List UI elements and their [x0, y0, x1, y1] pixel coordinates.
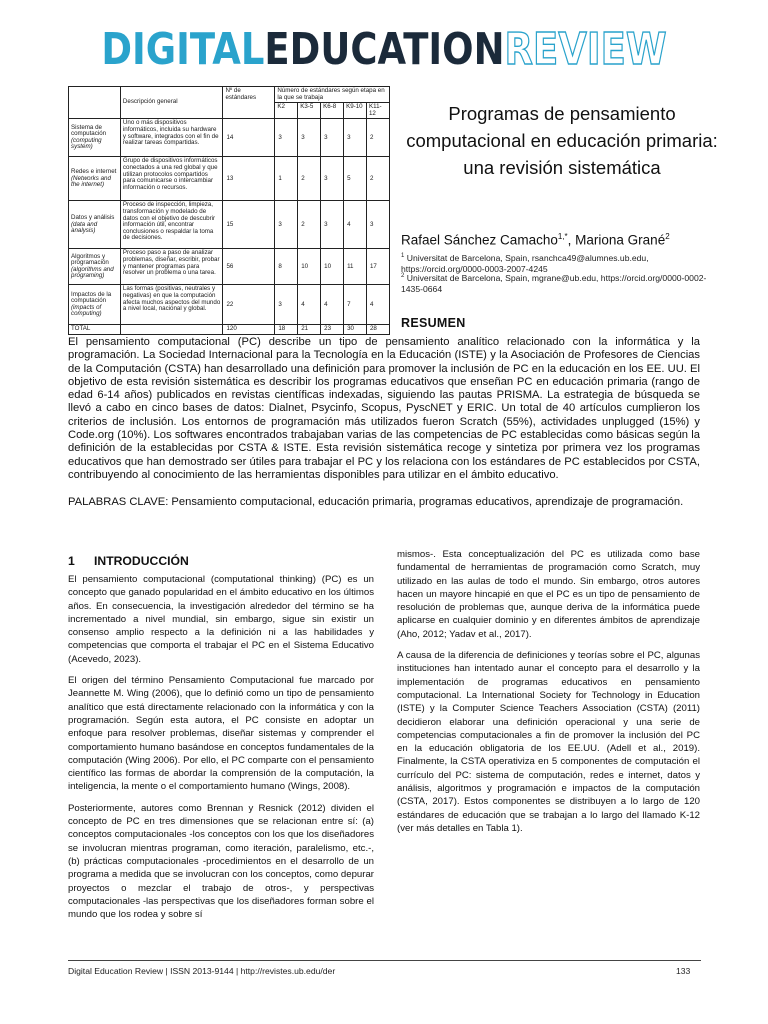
body-column-left [68, 573, 374, 929]
keywords: PALABRAS CLAVE: Pensamiento computacional, educación primaria, programas educativos, aprendizaje de programación. [68, 496, 684, 508]
header-k2: K2 [275, 103, 298, 119]
row-k2: 3 [275, 285, 298, 325]
row-num-standards: 13 [223, 157, 275, 201]
row-area [69, 201, 121, 249]
table-header-row [69, 87, 390, 103]
area-name: Datos y análisis [71, 213, 115, 221]
header-grades-group: Número de estándares según etapa en la que se trabaja [275, 87, 390, 103]
row-k9-10: 5 [344, 157, 367, 201]
abstract-heading: RESUMEN [401, 316, 466, 330]
author-2-affil-mark: 2 [665, 232, 670, 241]
row-k3-5: 4 [298, 285, 321, 325]
row-description: Las formas (positivas, neutrales y negativas) en que la computación afecta muchos aspectos del mundo a nivel local, nacional y global. [120, 285, 223, 325]
header-k6-8: K6-8 [321, 103, 344, 119]
row-k11-12: 3 [366, 201, 389, 249]
masthead-digital: DIGITAL [101, 24, 265, 75]
total-k2: 18 [275, 325, 298, 335]
author-separator: , [567, 232, 576, 248]
row-k6-8: 10 [321, 249, 344, 285]
section-title: INTRODUCCIÓN [94, 554, 189, 568]
area-name: Algoritmos y programación [71, 252, 109, 267]
abstract-text: El pensamiento computacional (PC) describe un tipo de pensamiento analítico relacionado con la informática y la programación. La Sociedad Internacional para la Tecnología en la Educación (ISTE) y la Asociación de Profesores de Ciencias de la Computación (CSTA) han desarrollado una definición para promover la inclusión de PC en la educación en los EE. UU. El objetivo de esta revisión sistemática es describir los programas educativos que enseñan PC en educación primaria (rango de edad 6-14 años) publicados en revistas científicas indexadas, siguiendo las pautas PRISMA. La estrategia de búsqueda se llevó a cabo en cinco bases de datos: Dialnet, Psycinfo, Scopus, PyscNET y ERIC. Un total de 40 artículos cumplieron los criterios de inclusión. Los entornos de programación más utilizados fueron Scratch (55%), actividades unplugged (15%) y Code.org (10%). Los softwares encontrados trabajaban varias de las competencias de PC establecidas como básicas según la definición de la establecidas por CSTA & ISTE. Esta revisión sistemática recoge y sintetiza por primera vez los programas educativos que han demostrado ser útiles para trabajar el PC y los relaciona con los estándares de PC establecidos por CSTA, contribuyendo al conocimiento de las herramientas disponibles para utilizar en el ámbito educativo. [68, 336, 700, 481]
section-number: 1 [68, 554, 75, 568]
row-k3-5: 10 [298, 249, 321, 285]
area-name: Sistema de computación [71, 123, 107, 138]
author-2: Mariona Grané [575, 232, 666, 248]
area-name: Impactos de la computación [71, 290, 112, 305]
row-description: Uno o más dispositivos informáticos, incluida su hardware y software, integrados con el fin de realizar tareas compartidas. [120, 119, 223, 157]
area-english: (data and analysis) [71, 220, 98, 235]
total-label: TOTAL [69, 325, 121, 335]
total-num-standards: 120 [223, 325, 275, 335]
table-row [69, 157, 390, 201]
total-k6-8: 23 [321, 325, 344, 335]
area-name: Redes e internet [71, 167, 117, 175]
total-k9-10: 30 [344, 325, 367, 335]
total-k11-12: 28 [366, 325, 389, 335]
row-k6-8: 3 [321, 157, 344, 201]
author-1-affil-mark: 1,* [557, 232, 568, 241]
row-description: Grupo de dispositivos informáticos conectados a una red global y que utilizan protocolos compartidos para comunicarse o intercambiar información o recursos. [120, 157, 223, 201]
row-num-standards: 56 [223, 249, 275, 285]
affiliation-2-mark: 2 [401, 273, 405, 279]
row-k6-8: 3 [321, 119, 344, 157]
row-k2: 1 [275, 157, 298, 201]
row-k2: 3 [275, 119, 298, 157]
row-num-standards: 22 [223, 285, 275, 325]
table-row [69, 249, 390, 285]
row-area [69, 119, 121, 157]
author-line [401, 232, 731, 248]
author-1: Rafael Sánchez Camacho [401, 232, 558, 248]
header-k3-5: K3-5 [298, 103, 321, 119]
row-k6-8: 3 [321, 201, 344, 249]
row-k9-10: 3 [344, 119, 367, 157]
row-k11-12: 2 [366, 119, 389, 157]
row-k9-10: 7 [344, 285, 367, 325]
paper-title: Programas de pensamiento computacional en educación primaria: una revisión sistemática [406, 103, 718, 178]
paragraph: Posteriormente, autores como Brennan y Resnick (2012) dividen el concepto de PC en tres dimensiones que se relacionan entre sí: (a) conceptos computacionales -los conceptos con los que los diseñadores se involucran mientras programan, como iteración, paralelismo, etc.-, (b) prácticas computacionales -procedimientos en el desarrollo de un programa a medida que se involucran con los conceptos, como depurar proyectos o mezclar el trabajo de otros-, y perspectivas computacionales -las perspectivas que los diseñadores forman sobre el mundo que los rodea y sobre sí [68, 802, 374, 921]
table-total-row [69, 325, 390, 335]
row-description: Proceso de inspección, limpieza, transformación y modelado de datos con el objetivo de descubrir información útil, encontrar conclusiones o respaldar la toma de decisiones. [120, 201, 223, 249]
paragraph: El pensamiento computacional (computational thinking) (PC) es un concepto que ganado popularidad en el ámbito educativo en los últimos años. En consecuencia, la investigación alrededor del término se ha incrementado a nivel mundial, sin embargo, sigue sin existir un consenso amplio respecto a la definición ni a las habilidades y competencias que comporta el trabajar el PC en el Sistema Educativo (Acevedo, 2023). [68, 574, 374, 665]
masthead-review: REVIEW [504, 24, 667, 75]
row-k3-5: 2 [298, 157, 321, 201]
area-english: (impacts of computing) [71, 303, 102, 318]
affiliation-1-text: Universitat de Barcelona, Spain, rsanchca49@alumnes.ub.edu, https://orcid.org/0000-0003-2007-4245 [401, 252, 649, 275]
row-k2: 8 [275, 249, 298, 285]
row-num-standards: 15 [223, 201, 275, 249]
header-num-standards: Nº de estándares [223, 87, 275, 119]
masthead-education: EDUCATION [264, 24, 505, 75]
table-row [69, 119, 390, 157]
row-k3-5: 3 [298, 119, 321, 157]
body-column-right [397, 548, 700, 843]
row-k6-8: 4 [321, 285, 344, 325]
row-description: Proceso paso a paso de analizar problemas, diseñar, escribir, probar y mantener programas para resolver un problema o una tarea. [120, 249, 223, 285]
row-k2: 3 [275, 201, 298, 249]
footer-rule [68, 960, 701, 961]
total-description [120, 325, 223, 335]
table-row [69, 201, 390, 249]
total-k3-5: 21 [298, 325, 321, 335]
paragraph: mismos-. Esta conceptualización del PC es utilizada como base fundamental de herramientas de programación como Scratch, muy utilizado en las aulas de todo el mundo. Sin embargo, otros autores hacen un mayore hincapié en que el PC es un tipo de pensamiento de resolución de problemas que, aunque deriva de la informática puede aplicarse en cualquier dominio y en diferentes ámbitos de aprendizaje (Aho, 2012; Yadav et al., 2017). [397, 549, 700, 640]
row-k11-12: 4 [366, 285, 389, 325]
row-area [69, 285, 121, 325]
journal-masthead [61, 26, 706, 74]
paragraph: El origen del término Pensamiento Computacional fue marcado por Jeannette M. Wing (2006), que lo definió como un tipo de pensamiento analítico que está directamente relacionado con la informática y con la programación. Según esta autora, el PC consiste en adoptar un enfoque para resolver problemas, diseñar sistemas y comprender el comportamiento humano basándose en conceptos fundamentales de la computación (Wing 2006). Por ello, el PC comparte con el pensamiento científico las formas de abordar la comprensión de la computación, la inteligencia, la mente o el comportamiento humano (Wings, 2008). [68, 675, 374, 793]
header-area [69, 87, 121, 119]
affiliation-2 [401, 271, 721, 296]
row-area [69, 157, 121, 201]
header-k9-10: K9-10 [344, 103, 367, 119]
area-english: (algorithms and programing) [71, 265, 114, 280]
paragraph: A causa de la diferencia de definiciones y teorías sobre el PC, algunas instituciones han intentado aunar el concepto para el desarrollo y la implementación de programas educativos en pensamiento computacional. La International Society for Technology in Education (ISTE) y la Computer Science Teachers Association (CSTA) (2011) decidieron elaborar una definición operacional y una serie de competencias computacionales a fin de promover la inclusión del PC en la educación obligatoria de los EE.UU. (Adell et al., 2019). Finalmente, la CSTA operativiza en 5 componentes de computación el currículo del PC: sistema de computación, redes e internet, datos y análisis, algoritmos y programación e impactos de la computación (CSTA, 2017). Estos componentes se distribuyen a lo largo de 120 estándares de educación que se trabajan a lo largo del llamado K-12 (ver más detalles en Tabla 1). [397, 650, 700, 834]
area-english: (computing system) [71, 136, 102, 151]
header-description: Descripción general [120, 87, 223, 119]
row-k9-10: 11 [344, 249, 367, 285]
standards-table [68, 86, 390, 333]
row-k9-10: 4 [344, 201, 367, 249]
section-heading [68, 554, 189, 568]
row-k3-5: 2 [298, 201, 321, 249]
row-k11-12: 2 [366, 157, 389, 201]
area-english: (Networks and the internet) [71, 174, 111, 189]
affiliation-1-mark: 1 [401, 253, 405, 259]
row-num-standards: 14 [223, 119, 275, 157]
row-k11-12: 17 [366, 249, 389, 285]
page-number: 133 [676, 966, 691, 976]
header-k11-12: K11-12 [366, 103, 389, 119]
table-row [69, 285, 390, 325]
affiliation-2-text: Universitat de Barcelona, Spain, mgrane@ub.edu, https://orcid.org/0000-0002-1435-0664 [401, 272, 707, 295]
footer-journal-info: Digital Education Review | ISSN 2013-9144 | http://revistes.ub.edu/der [68, 966, 336, 976]
row-area [69, 249, 121, 285]
